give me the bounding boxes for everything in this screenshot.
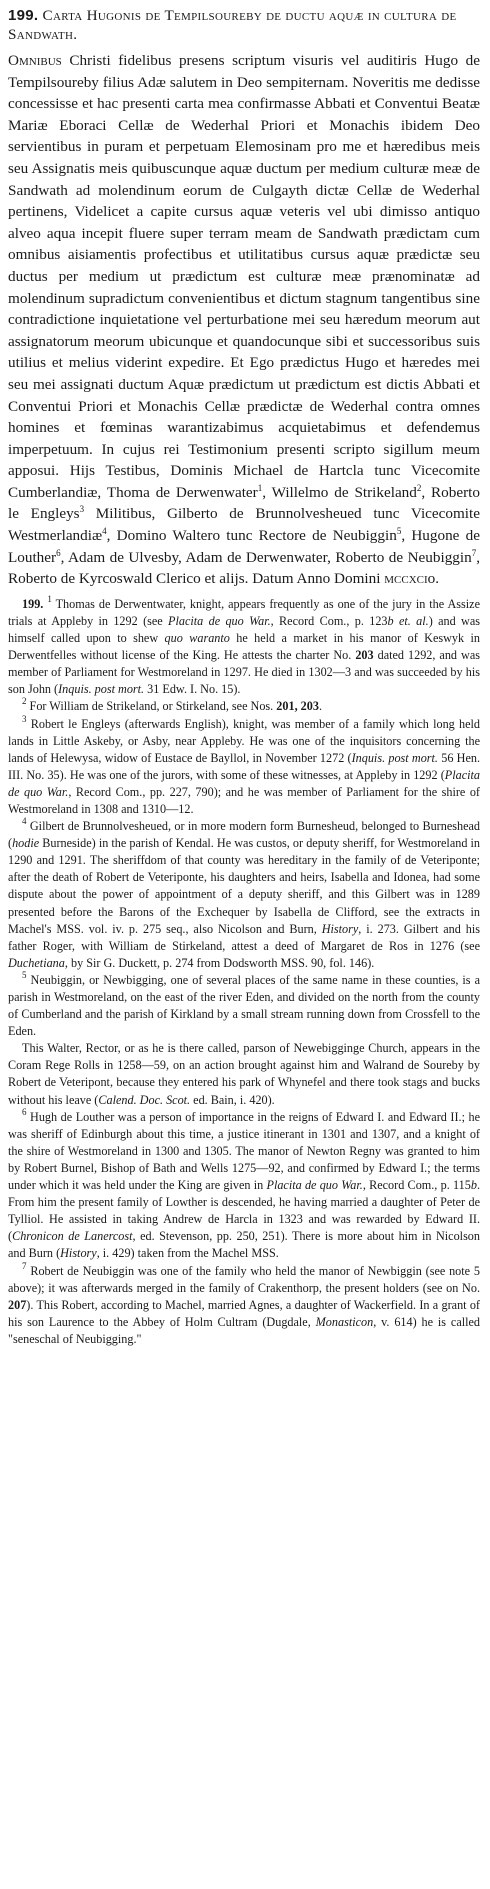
charter-text (8, 50, 480, 590)
charter-body: , Hugone de Louther (8, 527, 480, 566)
footnote-text: 31 Edw. I. No. 15). (144, 682, 241, 697)
footnote-text: , i. 429) taken from the Machel MSS. (96, 1246, 279, 1261)
charter-number: 199. (8, 7, 39, 24)
footnote-text: 56 Hen. III. No. 35). He was one of the jurors, with some of these witnesses, at Appleby in 1292 ( (8, 750, 480, 782)
footnote-marker: 5 (22, 969, 27, 980)
footnote-crossref: 201, 203 (276, 699, 319, 714)
footnote-text: , by Sir G. Duckett, p. 274 from Dodsworth MSS. 90, fol. 146). (64, 955, 375, 970)
charter-body: Militibus, Gilberto de Brunnolvesheued tunc Vicecomite Westmerlandiæ (8, 505, 480, 545)
footnote-citation: b et. al. (387, 613, 429, 628)
footnote-text: ed. Bain, i. 420). (190, 1092, 275, 1107)
footnote-lead: 199. (22, 596, 44, 611)
charter-body: , Roberto de Kyrcoswald Clerico et alijs. Datum Anno Domini (8, 548, 480, 588)
footnote-crossref: 203 (355, 648, 374, 663)
footnote-text: Robert le Engleys (afterwards English), knight, was member of a family which long held lands in Little Askeby, or Asby, near Appleby. He was one of the inquisitors concerning the lands of Helewysa, widow of Eustace de Bayllol, in November 1272 ( (8, 716, 480, 765)
charter-body: , Domino Waltero tunc Rectore de Neubiggin (106, 527, 397, 545)
footnote-ref: 4 (102, 526, 107, 537)
charter-body: Christi fidelibus presens scriptum visuris vel auditiris Hugo de Tempilsoureby filius Adæ salutem in Deo sempiternam. Noveritis me dedisse concessisse et hac presenti carta mea confirmasse Abbati et Conventui Beatæ Mariæ Eboraci Cellæ de Wederhal Priori et Monachis ibidem Deo servientibus in puram et perpetuam Elemosinam pro me et hæredibus meis seu Assignatis meis quibuscunque aquæ ductum per medium culturæ meæ de Sandwath ad molendinum eorum de Culgayth dictæ Cellæ de Wederhal pertinens, Videlicet a capite cursus aquæ veteris vel ubi dimisso antiquo alveo aqua incepit fluere super terram meam de Sandwath prædictam cum omnibus aisiamentis profectibus et utilitatibus cursus aquæ prædictæ seu ductus per medium ut prædictum est culturæ meæ prænominatæ ad molendinum supradictum convenientibus et dictum stagnum tangentibus sine contradictione inquietatione vel perturbatione mei seu hæredum meorum aut assignatorum meorum ubicunque et quandocunque sibi et successoribus suis utilius et melius viderint expedire. Et Ego prædictus Hugo et hæredes mei seu mei assignati ductum Aquæ prædictum ut prædictum est dictis Abbati et Conventui Priori et Monachis Cellæ prædictæ de Wederhal contra omnes homines et fœminas warantizabimus acquietabimus et defendemus imperpetuum. In cujus rei Testimonium presenti scripto sigillum meum apposui. Hijs Testibus, Dominis Michael de Hartcla tunc Vicecomite Cumberlandiæ, Thoma de Derwenwater (8, 52, 480, 501)
footnote-citation: b (470, 1178, 477, 1193)
footnote-text: . From him the present family of Lowther is descended, he having married a daughter of Peter de Tylliol. He assisted in taking Andrew de Harcla in 1323 and was rewarded by Edward II. ( (8, 1178, 480, 1244)
footnote (8, 698, 480, 715)
charter-body: , Roberto le Engleys (8, 483, 480, 523)
footnote-marker: 2 (22, 696, 27, 707)
footnote-citation: Inquis. post mort. (58, 682, 145, 697)
footnote-citation: hodie (12, 836, 40, 851)
charter-body: , Adam de Ulvesby, Adam de Derwenwater, Roberto de Neubiggin (60, 548, 472, 566)
charter-date: mccxci (384, 570, 428, 588)
footnote-text: For William de Strikeland, or Stirkeland, see Nos. (26, 699, 277, 714)
footnote-text: , i. 273. Gilbert and his father Roger, with William de Stirkeland, attest a deed of Margaret de Ros in 1276 (see (8, 921, 481, 953)
footnote-text: Neubiggin, or Newbigging, one of several places of the same name in these counties, is a parish in Westmoreland, on the east of the river Eden, and divided on the north from the county of Cumberland and the parish of Kirkland by a small stream running down from Crossfell to the Eden. (8, 972, 480, 1039)
footnote-marker: 6 (22, 1106, 27, 1117)
footnote-text: , Record Com., p. 115 (362, 1178, 471, 1193)
footnote-text: dated 1292, and was member of Parliament for Westmoreland in 1297. He died in 1302—3 and was succeeded by his son John ( (8, 648, 480, 697)
footnote-text: , Record Com., pp. 227, 790); and he was member of Parliament for the shire of Westmoreland in 1308 and 1310—12. (8, 784, 480, 816)
footnote-ref: 5 (396, 526, 402, 537)
footnote-citation: Placita de quo War. (168, 613, 271, 628)
footnote-ref: 6 (56, 547, 61, 558)
footnote (8, 713, 480, 819)
footnote-citation: Placita de quo War. (266, 1178, 363, 1193)
footnote-text: Burneside) in the parish of Kendal. He was custos, or deputy sheriff, for Westmoreland in 1290 and 1291. The sheriffdom of that county was hereditary in the family of de Veteriponte; after the death of Robert de Veteriponte, his daughters and heirs, Isabella and Idonea, had some dispute about the power of appointment of a deputy sheriff, and this Gilbert was in 1289 presented before the Barons of the Exchequer by Isabella de Clifford, see the extracts in Machel's MSS. vol. iv. p. 275 seq., also Nicolson and Burn, (8, 836, 480, 936)
footnote-marker: 1 (47, 593, 52, 604)
document-heading (8, 6, 480, 44)
footnote-citation: Calend. Doc. Scot. (98, 1092, 191, 1107)
footnote-text: ) and was himself called upon to shew (8, 613, 480, 646)
footnote-citation: Duchetiana (8, 955, 65, 970)
footnote-ref: 1 (257, 482, 263, 493)
charter-lead-word: Omnibus (8, 52, 62, 69)
charter-end: o. (427, 570, 440, 588)
footnote-citation: Placita de quo War. (8, 767, 480, 799)
footnote-ref: 2 (416, 482, 422, 493)
footnote-citation: History (60, 1246, 97, 1261)
footnote-text: Robert de Neubiggin was one of the family who held the manor of Newbiggin (see note 5 above); it was afterwards merged in the family of Crakenthorp, the present holders (see on No. (8, 1263, 480, 1295)
page (8, 0, 480, 1348)
footnote-citation: Monasticon (315, 1314, 374, 1329)
footnote-text: ). This Robert, according to Machel, married Agnes, a daughter of Wackerfield. In a grant of his son Laurence to the Abbey of Holm Cultram (Dugdale, (8, 1297, 480, 1329)
footnote (8, 1260, 481, 1348)
charter-title: Carta Hugonis de Tempilsoureby de ductu aquæ in cultura de Sandwath. (8, 7, 457, 43)
footnote (8, 969, 480, 1040)
footnote-ref: 3 (79, 504, 85, 515)
footnote (8, 1106, 480, 1263)
footnote-text: This Walter, Rector, or as he is there called, parson of Newebigginge Church, appears in the Coram Rege Rolls in 1258—59, on an action brought against him and Walrand de Soureby by Robert de Veteripont, because they entered his park of Whynefel and there took stags and bucks without his leave ( (8, 1041, 480, 1107)
footnote-text: Gilbert de Brunnolvesheued, or in more modern form Burnesheud, belonged to Burneshead ( (8, 819, 480, 851)
charter-body: , Willelmo de Strikeland (262, 483, 417, 501)
footnote-text: Hugh de Louther was a person of importance in the reigns of Edward I. and Edward II.; he was sheriff of Edinburgh about this time, a justice itinerant in 1301 and 1307, and a knight of the shire of Westmoreland in 1300 and 1305. The manor of Newton Regny was granted to him by Robert Burnel, Bishop of Bath and Wells 1275—92, and confirmed by Edward I.; the terms under which it was held under the King are given in (8, 1109, 480, 1193)
footnote-text: , Record Com., p. 123 (270, 613, 388, 628)
footnote-citation: Chronicon de Lanercost (12, 1229, 133, 1244)
footnote (8, 1040, 480, 1108)
footnote-marker: 7 (22, 1260, 27, 1271)
footnotes (8, 593, 481, 1348)
footnote-ref: 7 (471, 547, 477, 558)
charter-paragraph (8, 50, 480, 590)
footnote-text: . (318, 699, 322, 714)
footnote-marker: 4 (22, 816, 27, 827)
footnote-text: Thomas de Derwentwater, knight, appears frequently as one of the jury in the Assize trials at Appleby in 1292 (see (8, 596, 480, 628)
footnote (8, 593, 480, 699)
footnote-citation: History (321, 921, 359, 936)
footnote (8, 818, 480, 972)
footnote-citation: quo waranto (164, 631, 230, 646)
footnote-marker: 3 (22, 713, 27, 724)
footnote-text: , ed. Stevenson, pp. 250, 251). There is more about him in Nicolson and Burn ( (8, 1229, 480, 1261)
footnote-text: , v. 614) he is called "seneschal of Neubigging." (8, 1314, 481, 1346)
footnote-text: he held a market in his manor of Keswyk in Derwentfelles without license of the King. He attests the charter No. (8, 631, 480, 663)
footnote-crossref: 207 (8, 1297, 27, 1312)
footnote-citation: Inquis. post mort. (351, 750, 438, 765)
